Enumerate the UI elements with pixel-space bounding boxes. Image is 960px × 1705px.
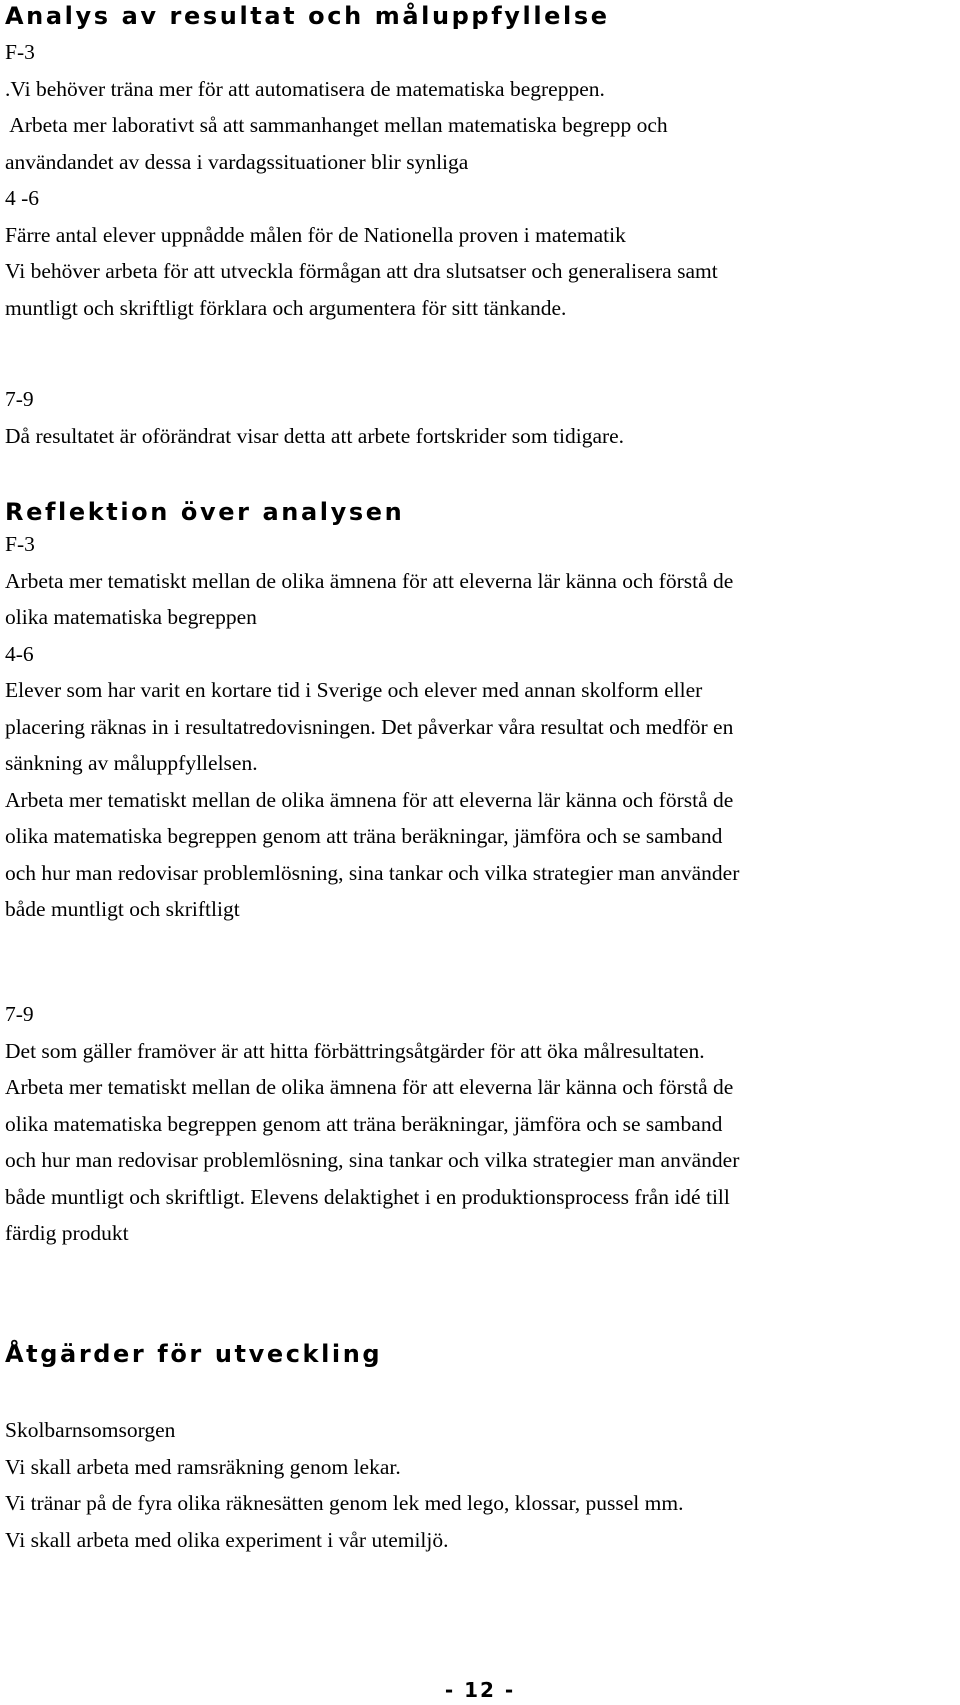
section-actions [5, 1338, 382, 1370]
text-line: Vi behöver arbeta för att utveckla förmågan att dra slutsatser och generalisera samt [5, 259, 718, 283]
text-line: olika matematiska begreppen genom att träna beräkningar, jämföra och se samband [5, 824, 723, 848]
text-line: .Vi behöver träna mer för att automatisera de matematiska begreppen. [5, 76, 605, 101]
text-line: 4-6 [5, 641, 34, 666]
text-line: Arbeta mer tematiskt mellan de olika ämnena för att eleverna lär känna och förstå de [5, 1075, 734, 1099]
text-line: 4 -6 [5, 186, 40, 210]
text-line: F-3 [5, 532, 35, 556]
text-line: 7-9 [5, 1002, 34, 1026]
analysis-text-7-9 [5, 381, 624, 454]
section-heading-actions: Åtgärder för utveckling [5, 1340, 383, 1368]
section-heading-reflection: Reflektion över analysen [5, 498, 405, 526]
text-line: Arbeta mer laborativt så att sammanhanget mellan matematiska begrepp och [5, 113, 668, 137]
text-line: Det som gäller framöver är att hitta förbättringsåtgärder för att öka målresultaten. [5, 1038, 705, 1063]
text-line: Elever som har varit en kortare tid i Sverige och elever med annan skolform eller [5, 678, 703, 702]
section-heading-analysis: Analys av resultat och måluppfyllelse [5, 2, 610, 30]
reflection-text [5, 526, 739, 928]
text-line: muntligt och skriftligt förklara och argumentera för sitt tänkande. [5, 295, 567, 320]
text-line: Vi skall arbeta med olika experiment i vår utemiljö. [5, 1527, 449, 1552]
text-line: Arbeta mer tematiskt mellan de olika ämnena för att eleverna lär känna och förstå de [5, 787, 734, 812]
text-line: Arbeta mer tematiskt mellan de olika ämnena för att eleverna lär känna och förstå de [5, 568, 734, 593]
analysis-text [5, 34, 718, 326]
text-line: placering räknas in i resultatredovisningen. Det påverkar våra resultat och medför en [5, 714, 734, 739]
text-line: Då resultatet är oförändrat visar detta att arbete fortskrider som tidigare. [5, 423, 625, 448]
actions-text [5, 1412, 683, 1558]
text-line: olika matematiska begreppen [5, 605, 257, 629]
section-reflection [5, 496, 404, 528]
text-line: både muntligt och skriftligt [5, 897, 240, 921]
section-analysis [5, 0, 610, 32]
text-line: sänkning av måluppfyllelsen. [5, 751, 258, 775]
text-line: Skolbarnsomsorgen [5, 1418, 176, 1442]
text-line: F-3 [5, 40, 35, 64]
page-number: - 12 - [444, 1678, 516, 1702]
reflection-text-7-9 [5, 996, 739, 1252]
text-line: Vi tränar på de fyra olika räknesätten genom lek med lego, klossar, pussel mm. [5, 1491, 684, 1515]
text-line: färdig produkt [5, 1221, 129, 1245]
text-line: Färre antal elever uppnådde målen för de Nationella proven i matematik [5, 222, 626, 247]
text-line: 7-9 [5, 387, 34, 411]
text-line: och hur man redovisar problemlösning, sina tankar och vilka strategier man använder [5, 1148, 740, 1172]
text-line: Vi skall arbeta med ramsräkning genom lekar. [5, 1454, 401, 1479]
text-line: och hur man redovisar problemlösning, sina tankar och vilka strategier man använder [5, 860, 740, 885]
text-line: användandet av dessa i vardagssituationer blir synliga [5, 149, 469, 174]
text-line: både muntligt och skriftligt. Elevens delaktighet i en produktionsprocess från idé till [5, 1184, 730, 1209]
text-line: olika matematiska begreppen genom att träna beräkningar, jämföra och se samband [5, 1111, 723, 1136]
